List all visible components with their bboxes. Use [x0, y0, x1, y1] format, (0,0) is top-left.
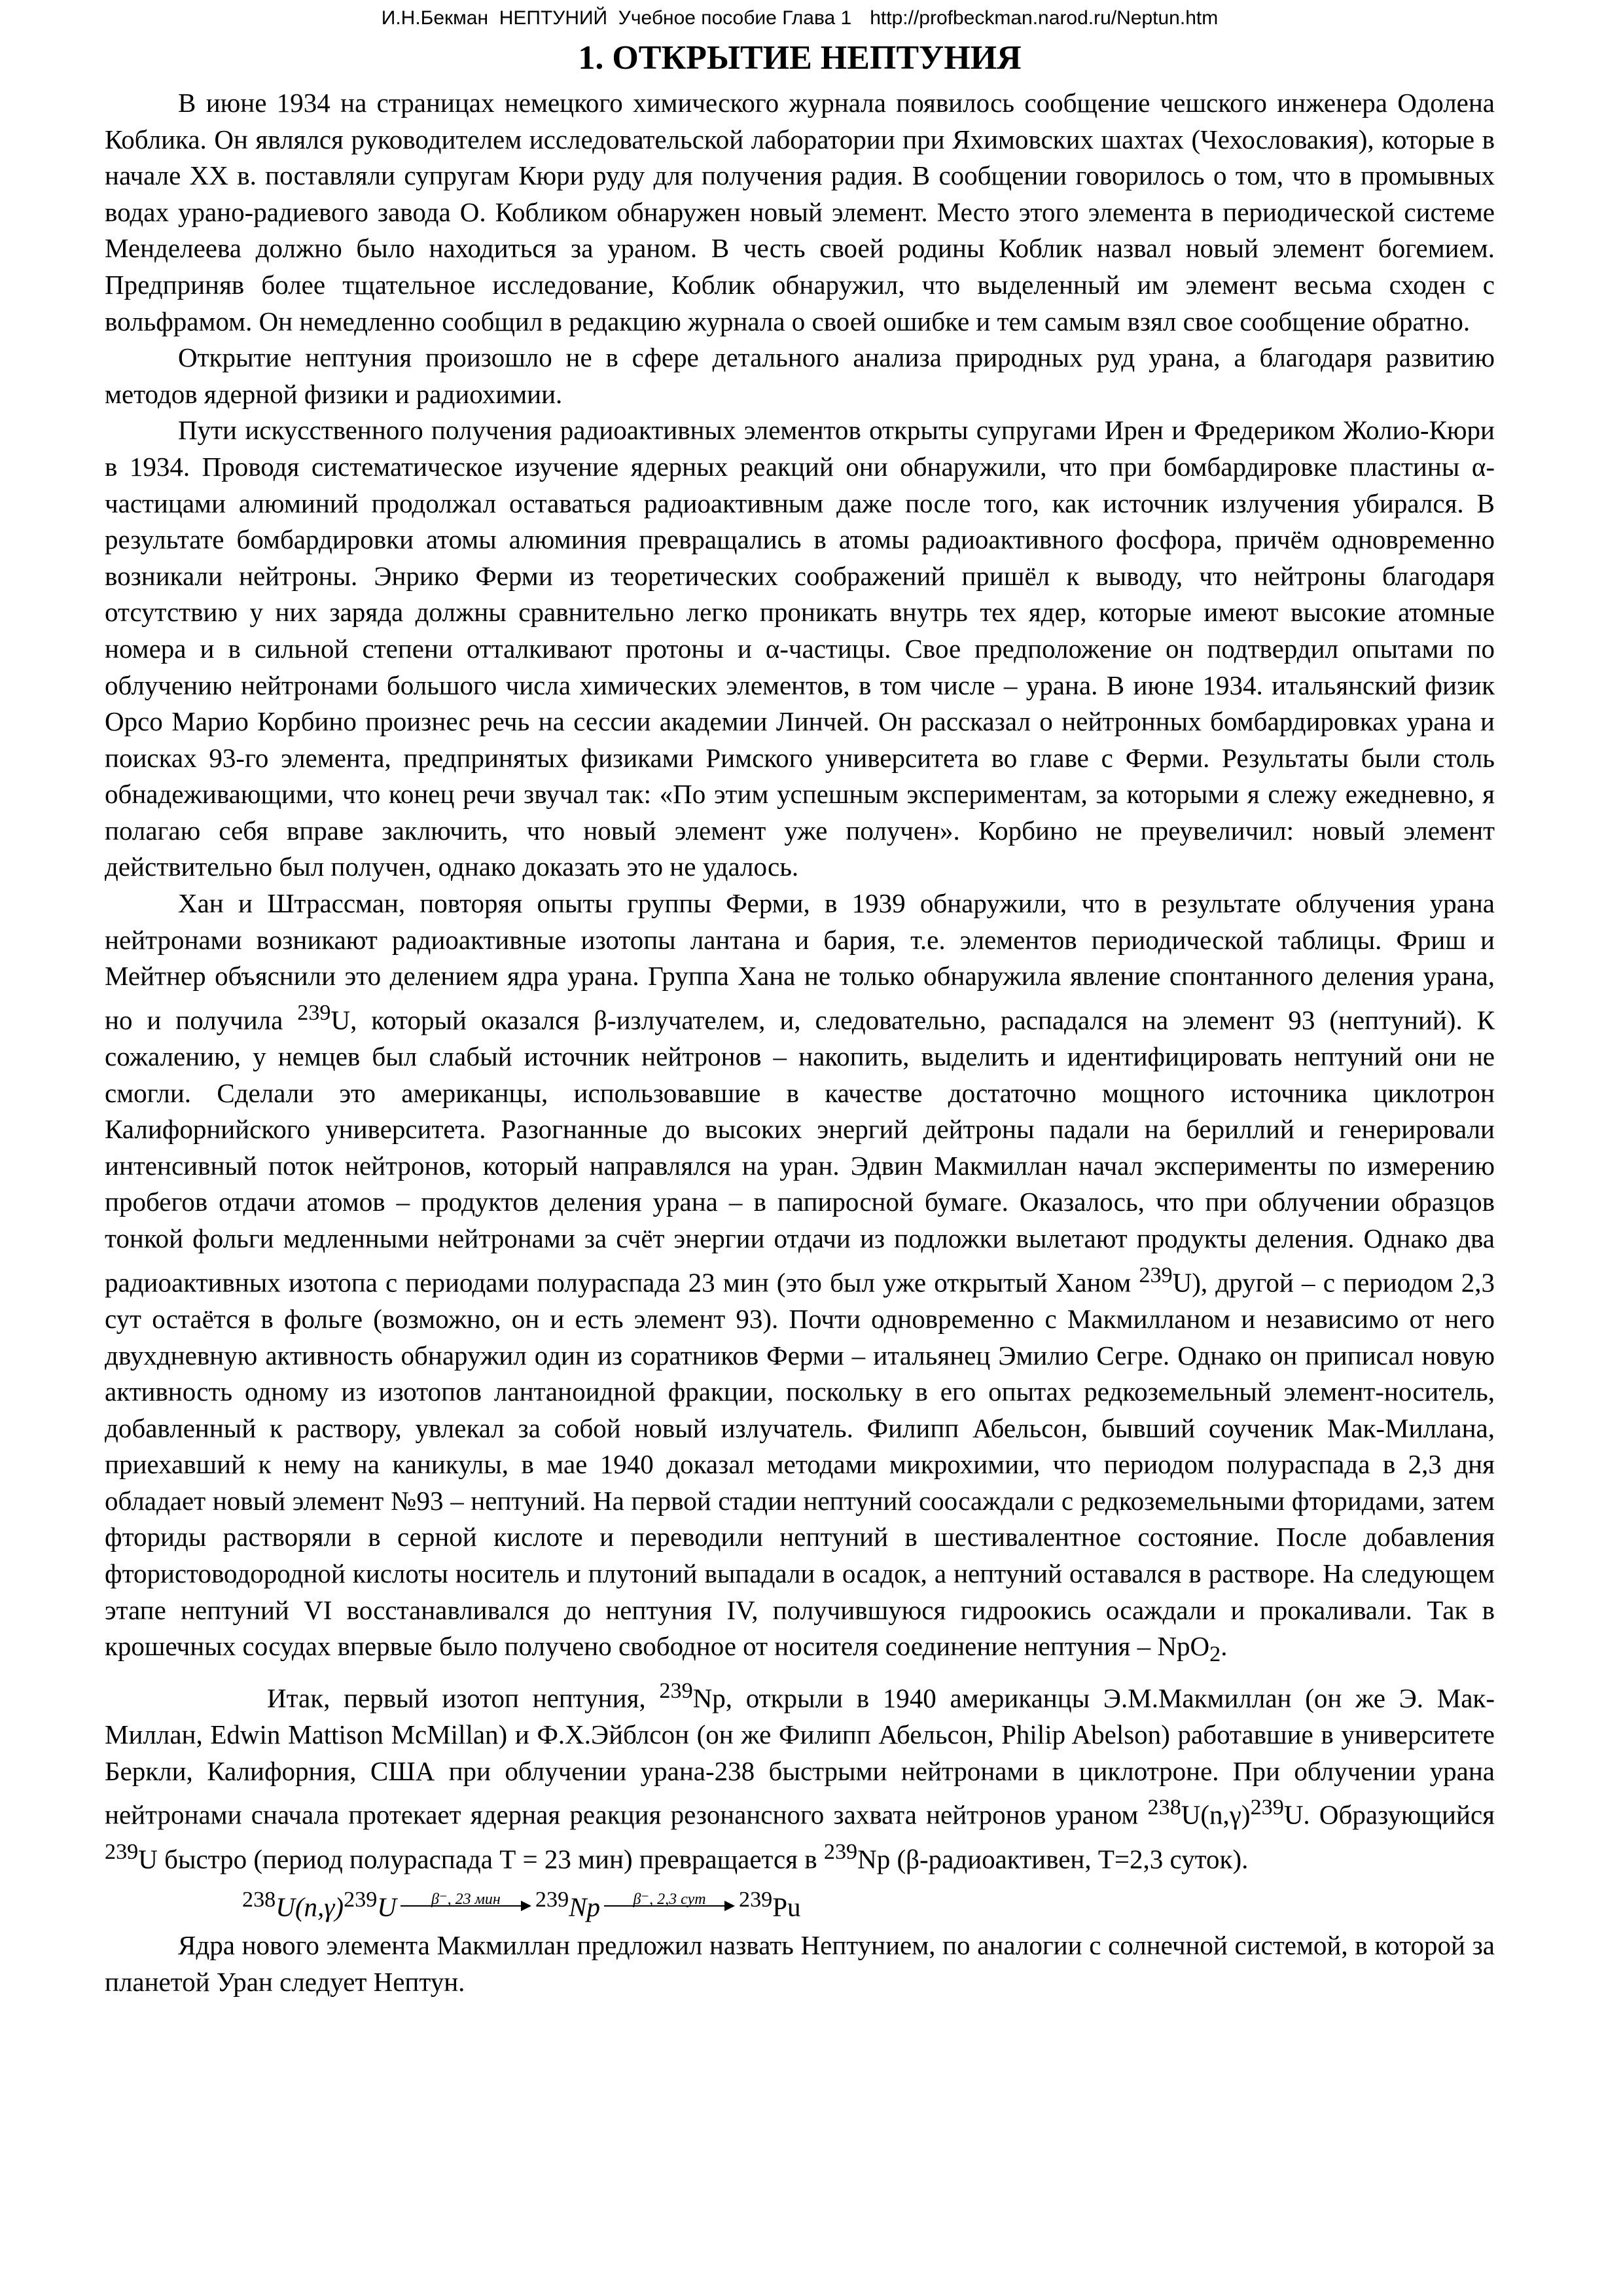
header-url[interactable]: http://profbeckman.narod.ru/Neptun.htm [870, 7, 1219, 29]
paragraph-naming: Ядра нового элемента Макмиллан предложил назвать Нептунием, по аналогии с солнечной системой, в которой за планетой Уран следует Нептун. [105, 1929, 1495, 1997]
paragraph-hahn-mcmillan: Хан и Штрассман, повторяя опыты группы Ферми, в 1939 обнаружили, что в результате облучения урана нейтронами возникают радиоактивные изотопы лантана и бария, т.е. элементов периодической таблицы. Фриш и Мейтнер объяснили это делением ядра урана. Группа Хана не только обнаружила явление спонтанного деления урана, но и получила $^{239}$U, который оказался β-излучателем, и, следовательно, распадался на элемент 93 (нептуний). К сожалению, у немцев был слабый источник нейтронов – накопить, выделить и идентифицировать нептуний они не смогли. Сделали это американцы, использовавшие в качестве достаточно мощного источника циклотрон Калифорнийского университета. Разогнанные до высоких энергий дейтроны падали на бериллий и генерировали интенсивный поток нейтронов, который направлялся на уран. Эдвин Макмиллан начал эксперименты по измерению пробегов отдачи атомов – продуктов деления урана – в папиросной бумаге. Оказалось, что при облучении образцов тонкой фольги медленными нейтронами за счёт энергии отдачи из подложки вылетают продукты деления. Однако два радиоактивных изотопа с периодами полураспада 23 мин (это был уже открытый Ханом $^{239}$U), другой – с периодом 2,3 сут остаётся в фольге (возможно, он и есть элемент 93). Почти одновременно с Макмилланом и независимо от него двухдневную активность обнаружил один из соратников Ферми – итальянец Эмилио Сегре. Однако он приписал новую активность одному из изотопов лантаноидной фракции, поскольку в его опытах редкоземельный элемент-носитель, добавленный к раствору, увлекал за собой новый излучатель. Филипп Абельсон, бывший соученик Мак-Миллана, приехавший к нему на каникулы, в мае 1940 доказал методами микрохимии, что периодом полураспада в 2,3 дня обладает новый элемент №93 – нептуний. На первой стадии нептуний соосаждали с редкоземельными фторидами, затем фториды растворяли в серной кислоте и переводили нептуний в шестивалентное состояние. После добавления фтористоводородной кислоты носитель и плутоний выпадали в осадок, а нептуний оставался в растворе. На следующем этапе нептуний VI восстанавливался до нептуния IV, получившуюся гидроокись осаждали и прокаливали. Так в крошечных сосудах впервые было получено свободное от носителя соединение нептуния – NpO$_2$. [105, 888, 1495, 1667]
chapter-title: 1. ОТКРЫТИЕ НЕПТУНИЯ [578, 39, 1022, 77]
paragraph-first-isotope: Итак, первый изотоп нептуния, $^{239}$Np, открыли в 1940 американцы Э.М.Макмиллан (он же Э. Мак-Миллан, Edwin Mattison McMillan) и Ф.Х.Эйблсон (он же Филипп Абельсон, Philip Abelson) работавшие в университете Беркли, Калифорния, США при облучении урана-238 быстрыми нейтронами в циклотроне. При облучении урана нейтронами сначала протекает ядерная реакция резонансного захвата нейтронов ураном $^{238}U(n,\gamma)^{239}U$. Образующийся $^{239}$U быстро (период полураспада Т = 23 мин) превращается в $^{239}$Np (β-радиоактивен, Т=2,3 суток). [105, 1679, 1495, 1874]
paragraph-koblik: В июне 1934 на страницах немецкого химического журнала появилось сообщение чешского инженера Одолена Коблика. Он являлся руководителем исследовательской лаборатории при Яхимовских шахтах (Чехословакия), которые в начале ХХ в. поставляли супругам Кюри руду для получения радия. В сообщении говорилось о том, что в промывных водах урано-радиевого завода О. Кобликом обнаружен новый элемент. Место этого элемента в периодической системе Менделеева должно было находиться за ураном. В честь своей родины Коблик назвал новый элемент богемием. Предприняв более тщательное исследование, Коблик обнаружил, что выделенный им элемент весьма сходен с вольфрамом. Он немедленно сообщил в редакцию журнала о своей ошибке и тем самым взял свое сообщение обратно. [105, 88, 1495, 336]
header-author-title: И.Н.Бекман НЕПТУНИЙ Учебное пособие Глава 1 [381, 7, 852, 29]
page-header [105, 4, 1495, 33]
paragraph-joliot-fermi: Пути искусственного получения радиоактивных элементов открыты супругами Ирен и Фредериком Жолио-Кюри в 1934. Проводя систематическое изучение ядерных реакций они обнаружили, что при бомбардировке пластины α-частицами алюминий продолжал оставаться радиоактивным даже после того, как источник излучения убирался. В результате бомбардировки атомы алюминия превращались в атомы радиоактивного фосфора, причём одновременно возникали нейтроны. Энрико Ферми из теоретических соображений пришёл к выводу, что нейтроны благодаря отсутствию у них заряда должны сравнительно легко проникать внутрь тех ядер, которые имеют высокие атомные номера и в сильной степени отталкивают протоны и α-частицы. Свое предположение он подтвердил опытами по облучению нейтронами большого числа химических элементов, в том числе – урана. В июне 1934. итальянский физик Орсо Марио Корбино произнес речь на сессии академии Линчей. Он рассказал о нейтронных бомбардировках урана и поисках 93-го элемента, предпринятых физиками Римского университета во главе с Ферми. Результаты были столь обнадеживающими, что конец речи звучал так: «По этим успешным экспериментам, за которыми я слежу ежедневно, я полагаю себя вправе заключить, что новый элемент уже получен». Корбино не преувеличил: новый элемент действительно был получен, однако доказать это не удалось. [105, 415, 1495, 882]
decay-arrow-1: β⁻, 23 мин [401, 1899, 531, 1912]
nuclear-reaction-formula: $^{238}U(n,\gamma)^{239}U$ β⁻, 23 мин $^{239}$Np β⁻, 2,3 сут $^{239}$Pu [242, 1887, 801, 1922]
decay-arrow-2: β⁻, 2,3 сут [604, 1899, 735, 1912]
paragraph-discovery-context: Открытие нептуния произошло не в сфере детального анализа природных руд урана, а благодаря развитию методов ядерной физики и радиохимии. [105, 342, 1495, 409]
